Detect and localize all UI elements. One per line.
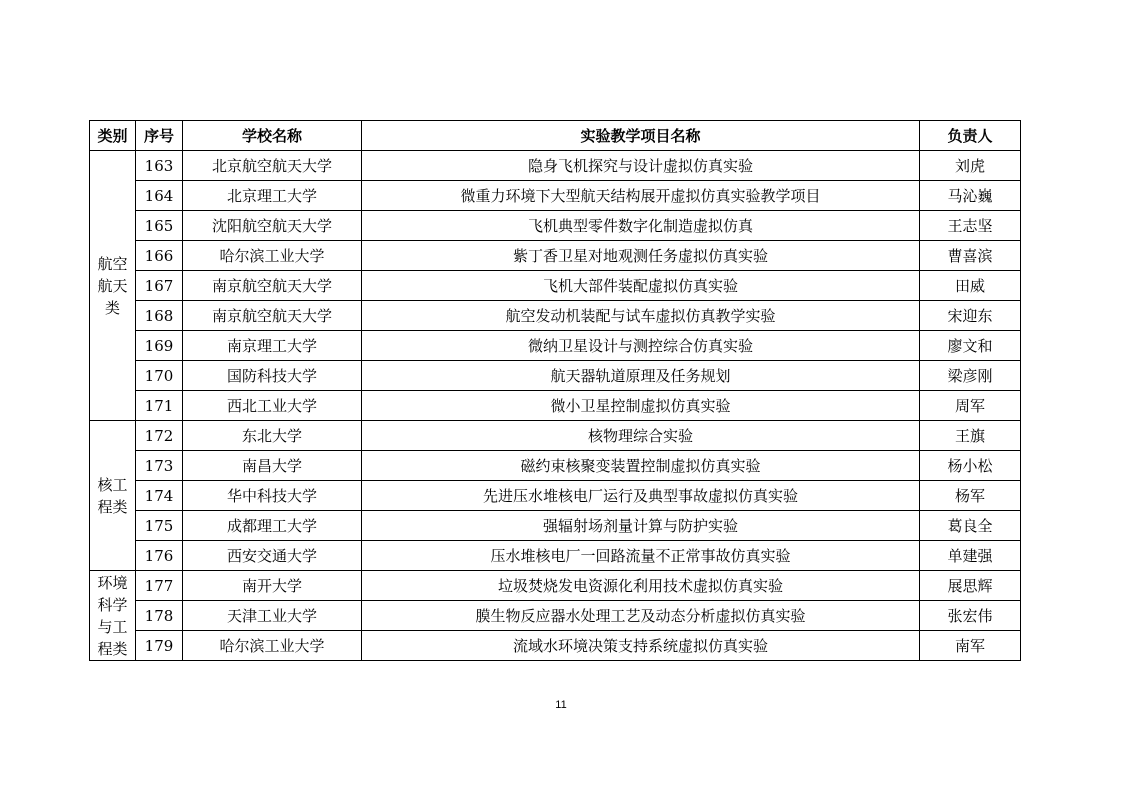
school-cell: 西北工业大学 xyxy=(183,391,362,421)
school-cell: 南京理工大学 xyxy=(183,331,362,361)
project-cell: 隐身飞机探究与设计虚拟仿真实验 xyxy=(362,151,920,181)
number-cell: 178 xyxy=(136,601,183,631)
table-row xyxy=(90,541,1021,571)
number-cell: 171 xyxy=(136,391,183,421)
school-cell: 沈阳航空航天大学 xyxy=(183,211,362,241)
project-cell: 紫丁香卫星对地观测任务虚拟仿真实验 xyxy=(362,241,920,271)
number-cell: 176 xyxy=(136,541,183,571)
table-row xyxy=(90,511,1021,541)
project-cell: 强辐射场剂量计算与防护实验 xyxy=(362,511,920,541)
project-cell: 飞机大部件装配虚拟仿真实验 xyxy=(362,271,920,301)
table-row xyxy=(90,481,1021,511)
table-row xyxy=(90,451,1021,481)
leader-cell: 张宏伟 xyxy=(920,601,1021,631)
table-row xyxy=(90,271,1021,301)
number-cell: 167 xyxy=(136,271,183,301)
project-cell: 压水堆核电厂一回路流量不正常事故仿真实验 xyxy=(362,541,920,571)
project-cell: 微纳卫星设计与测控综合仿真实验 xyxy=(362,331,920,361)
number-cell: 168 xyxy=(136,301,183,331)
table-row xyxy=(90,331,1021,361)
school-cell: 哈尔滨工业大学 xyxy=(183,241,362,271)
header-number: 序号 xyxy=(136,121,183,151)
project-cell: 垃圾焚烧发电资源化利用技术虚拟仿真实验 xyxy=(362,571,920,601)
project-cell: 航空发动机装配与试车虚拟仿真教学实验 xyxy=(362,301,920,331)
table-row xyxy=(90,301,1021,331)
leader-cell: 王旗 xyxy=(920,421,1021,451)
project-cell: 流域水环境决策支持系统虚拟仿真实验 xyxy=(362,631,920,661)
leader-cell: 葛良全 xyxy=(920,511,1021,541)
project-cell: 微重力环境下大型航天结构展开虚拟仿真实验教学项目 xyxy=(362,181,920,211)
leader-cell: 杨军 xyxy=(920,481,1021,511)
number-cell: 175 xyxy=(136,511,183,541)
school-cell: 南开大学 xyxy=(183,571,362,601)
school-cell: 成都理工大学 xyxy=(183,511,362,541)
project-cell: 膜生物反应器水处理工艺及动态分析虚拟仿真实验 xyxy=(362,601,920,631)
projects-table xyxy=(89,120,1021,661)
table-row xyxy=(90,211,1021,241)
number-cell: 170 xyxy=(136,361,183,391)
leader-cell: 单建强 xyxy=(920,541,1021,571)
school-cell: 哈尔滨工业大学 xyxy=(183,631,362,661)
leader-cell: 周军 xyxy=(920,391,1021,421)
table-row xyxy=(90,391,1021,421)
table-row xyxy=(90,361,1021,391)
number-cell: 164 xyxy=(136,181,183,211)
school-cell: 东北大学 xyxy=(183,421,362,451)
table-row xyxy=(90,631,1021,661)
number-cell: 174 xyxy=(136,481,183,511)
number-cell: 165 xyxy=(136,211,183,241)
project-cell: 微小卫星控制虚拟仿真实验 xyxy=(362,391,920,421)
school-cell: 西安交通大学 xyxy=(183,541,362,571)
number-cell: 166 xyxy=(136,241,183,271)
category-cell: 核工程类 xyxy=(90,421,136,571)
project-cell: 先进压水堆核电厂运行及典型事故虚拟仿真实验 xyxy=(362,481,920,511)
project-cell: 磁约束核聚变装置控制虚拟仿真实验 xyxy=(362,451,920,481)
school-cell: 北京理工大学 xyxy=(183,181,362,211)
leader-cell: 宋迎东 xyxy=(920,301,1021,331)
header-project: 实验教学项目名称 xyxy=(362,121,920,151)
number-cell: 172 xyxy=(136,421,183,451)
table-body xyxy=(90,151,1021,661)
category-cell: 航空航天类 xyxy=(90,151,136,421)
leader-cell: 王志坚 xyxy=(920,211,1021,241)
number-cell: 173 xyxy=(136,451,183,481)
school-cell: 南昌大学 xyxy=(183,451,362,481)
school-cell: 南京航空航天大学 xyxy=(183,301,362,331)
table-row xyxy=(90,181,1021,211)
table-row xyxy=(90,571,1021,601)
project-cell: 核物理综合实验 xyxy=(362,421,920,451)
table-row xyxy=(90,151,1021,181)
leader-cell: 廖文和 xyxy=(920,331,1021,361)
leader-cell: 杨小松 xyxy=(920,451,1021,481)
table-row xyxy=(90,601,1021,631)
number-cell: 177 xyxy=(136,571,183,601)
number-cell: 179 xyxy=(136,631,183,661)
table-row xyxy=(90,241,1021,271)
leader-cell: 曹喜滨 xyxy=(920,241,1021,271)
table-row xyxy=(90,421,1021,451)
project-cell: 飞机典型零件数字化制造虚拟仿真 xyxy=(362,211,920,241)
school-cell: 华中科技大学 xyxy=(183,481,362,511)
number-cell: 169 xyxy=(136,331,183,361)
school-cell: 国防科技大学 xyxy=(183,361,362,391)
number-cell: 163 xyxy=(136,151,183,181)
header-leader: 负责人 xyxy=(920,121,1021,151)
project-cell: 航天器轨道原理及任务规划 xyxy=(362,361,920,391)
header-category: 类别 xyxy=(90,121,136,151)
header-school: 学校名称 xyxy=(183,121,362,151)
table-header-row xyxy=(90,121,1021,151)
leader-cell: 刘虎 xyxy=(920,151,1021,181)
leader-cell: 田威 xyxy=(920,271,1021,301)
leader-cell: 梁彦刚 xyxy=(920,361,1021,391)
page-number: 11 xyxy=(555,699,567,711)
school-cell: 南京航空航天大学 xyxy=(183,271,362,301)
leader-cell: 展思辉 xyxy=(920,571,1021,601)
school-cell: 天津工业大学 xyxy=(183,601,362,631)
leader-cell: 马沁巍 xyxy=(920,181,1021,211)
leader-cell: 南军 xyxy=(920,631,1021,661)
school-cell: 北京航空航天大学 xyxy=(183,151,362,181)
category-cell: 环境科学与工程类 xyxy=(90,571,136,661)
